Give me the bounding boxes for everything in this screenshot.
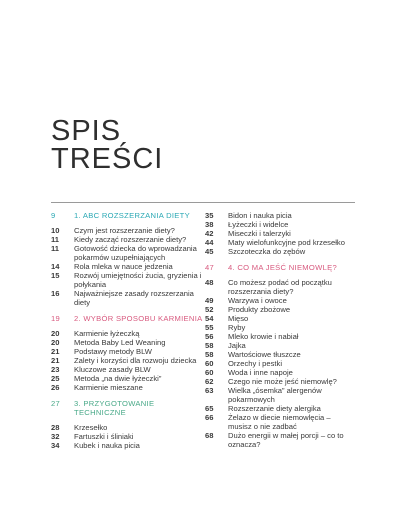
toc-entry[interactable] — [51, 262, 204, 271]
entry-page-number: 14 — [51, 262, 60, 271]
entry-page-number: 38 — [205, 220, 214, 229]
entry-page-number: 63 — [205, 386, 214, 395]
entry-page-number: 32 — [51, 432, 60, 441]
entry-title: Dużo energii w małej porcji – co to oznacza? — [228, 431, 344, 449]
toc-entry[interactable] — [51, 347, 204, 356]
toc-entry[interactable] — [51, 226, 204, 235]
entry-title: Rola mleka w nauce jedzenia — [74, 262, 173, 271]
entry-page-number: 44 — [205, 238, 214, 247]
toc-entry[interactable] — [205, 341, 354, 350]
toc-section — [51, 399, 204, 450]
entry-title: Kluczowe zasady BLW — [74, 365, 151, 374]
entry-title: Rozwój umiejętności żucia, gryzienia i połykania — [74, 271, 202, 289]
entry-title: Warzywa i owoce — [228, 296, 287, 305]
entry-page-number: 58 — [205, 350, 214, 359]
toc-entry[interactable] — [205, 323, 354, 332]
toc-entry[interactable] — [205, 238, 354, 247]
entry-title: Podstawy metody BLW — [74, 347, 152, 356]
toc-entry[interactable] — [51, 365, 204, 374]
title-line-1: SPIS — [51, 115, 122, 147]
entry-title: Co możesz podać od początku rozszerzania diety? — [228, 278, 332, 296]
entry-page-number: 21 — [51, 347, 60, 356]
toc-left-column — [51, 211, 204, 450]
entry-page-number: 11 — [51, 244, 60, 253]
entry-title: Szczoteczka do zębów — [228, 247, 306, 256]
entry-title: Żelazo w diecie niemowlęcia – musisz o nie zadbać — [228, 413, 331, 431]
entry-title: Zalety i korzyści dla rozwoju dziecka — [74, 356, 197, 365]
entry-title: Najważniejsze zasady rozszerzania diety — [74, 289, 194, 307]
section-page-number: 47 — [205, 263, 215, 272]
entry-title: Fartuszki i śliniaki — [74, 432, 134, 441]
toc-entry[interactable] — [205, 229, 354, 238]
entry-title: Rozszerzanie diety alergika — [228, 404, 321, 413]
entry-title: Czym jest rozszerzanie diety? — [74, 226, 175, 235]
toc-entry[interactable] — [205, 368, 354, 377]
entry-page-number: 34 — [51, 441, 60, 450]
entry-page-number: 16 — [51, 289, 60, 298]
section-page-number: 19 — [51, 314, 61, 323]
entry-page-number: 28 — [51, 423, 60, 432]
entry-title: Krzesełko — [74, 423, 108, 432]
section-heading[interactable] — [205, 263, 354, 272]
entry-page-number: 52 — [205, 305, 214, 314]
toc-entry[interactable] — [205, 278, 354, 296]
toc-section — [205, 263, 354, 449]
entry-title: Miseczki i talerzyki — [228, 229, 291, 238]
entry-title: Łyżeczki i widelce — [228, 220, 289, 229]
entry-title: Karmienie łyżeczką — [74, 329, 140, 338]
page-title — [51, 117, 163, 173]
entry-title: Karmienie mieszane — [74, 383, 143, 392]
toc-entry[interactable] — [205, 247, 354, 256]
entry-page-number: 56 — [205, 332, 214, 341]
entry-page-number: 60 — [205, 368, 214, 377]
entry-title: Czego nie może jeść niemowlę? — [228, 377, 337, 386]
title-line-2: TREŚCI — [51, 143, 164, 175]
toc-entry[interactable] — [51, 374, 204, 383]
entry-page-number: 62 — [205, 377, 214, 386]
toc-right-column — [205, 211, 354, 449]
entry-page-number: 45 — [205, 247, 214, 256]
toc-entry[interactable] — [205, 296, 354, 305]
entry-page-number: 60 — [205, 359, 214, 368]
section-page-number: 9 — [51, 211, 56, 220]
section-heading[interactable] — [51, 211, 204, 220]
entry-title: Produkty zbożowe — [228, 305, 291, 314]
toc-entry[interactable] — [51, 244, 204, 262]
entry-title: Gotowość dziecka do wprowadzania pokarmów uzupełniających — [74, 244, 197, 262]
toc-entry[interactable] — [51, 423, 204, 432]
toc-entry[interactable] — [205, 413, 354, 431]
section-heading[interactable] — [51, 314, 204, 323]
toc-entry[interactable] — [51, 383, 204, 392]
toc-entry[interactable] — [51, 432, 204, 441]
toc-section — [51, 314, 204, 392]
entry-title: Jajka — [228, 341, 246, 350]
toc-entry[interactable] — [51, 235, 204, 244]
entry-title: Mleko krowie i nabiał — [228, 332, 299, 341]
entry-title: Kubek i nauka picia — [74, 441, 140, 450]
entry-page-number: 10 — [51, 226, 60, 235]
entry-page-number: 54 — [205, 314, 214, 323]
entry-page-number: 49 — [205, 296, 214, 305]
entry-title: Woda i inne napoje — [228, 368, 293, 377]
section-heading[interactable] — [51, 399, 204, 417]
toc-entry[interactable] — [51, 338, 204, 347]
entry-page-number: 21 — [51, 356, 60, 365]
toc-entry[interactable] — [205, 211, 354, 220]
entry-title: Wielka „ósemka” alergenów pokarmowych — [228, 386, 322, 404]
entry-page-number: 66 — [205, 413, 214, 422]
entry-title: Maty wielofunkcyjne pod krzesełko — [228, 238, 345, 247]
toc-entry[interactable] — [51, 329, 204, 338]
entry-page-number: 25 — [51, 374, 60, 383]
entry-page-number: 20 — [51, 329, 60, 338]
entry-page-number: 48 — [205, 278, 214, 287]
section-title: 4. CO MA JEŚĆ NIEMOWLĘ? — [228, 263, 338, 272]
toc-entry[interactable] — [51, 441, 204, 450]
toc-entry[interactable] — [205, 305, 354, 314]
section-title: 3. PRZYGOTOWANIE TECHNICZNE — [74, 399, 155, 417]
toc-section — [51, 211, 204, 307]
toc-entry[interactable] — [205, 377, 354, 386]
title-divider — [51, 202, 355, 203]
entry-title: Orzechy i pestki — [228, 359, 283, 368]
toc-entry[interactable] — [205, 332, 354, 341]
toc-entry[interactable] — [51, 289, 204, 307]
section-title: 1. ABC ROZSZERZANIA DIETY — [74, 211, 190, 220]
entry-page-number: 55 — [205, 323, 214, 332]
entry-page-number: 68 — [205, 431, 214, 440]
toc-entry[interactable] — [51, 271, 204, 289]
entry-title: Ryby — [228, 323, 246, 332]
toc-entry[interactable] — [51, 356, 204, 365]
entry-page-number: 26 — [51, 383, 60, 392]
entry-page-number: 42 — [205, 229, 214, 238]
entry-title: Mięso — [228, 314, 249, 323]
entry-title: Kiedy zacząć rozszerzanie diety? — [74, 235, 187, 244]
entry-title: Metoda „na dwie łyżeczki” — [74, 374, 162, 383]
entry-title: Bidon i nauka picia — [228, 211, 292, 220]
entry-page-number: 35 — [205, 211, 214, 220]
toc-entry[interactable] — [205, 359, 354, 368]
toc-entry[interactable] — [205, 350, 354, 359]
toc-entry[interactable] — [205, 404, 354, 413]
toc-entry[interactable] — [205, 431, 354, 449]
entry-page-number: 23 — [51, 365, 60, 374]
toc-entry[interactable] — [205, 386, 354, 404]
entry-page-number: 20 — [51, 338, 60, 347]
entry-title: Metoda Baby Led Weaning — [74, 338, 166, 347]
entry-page-number: 11 — [51, 235, 60, 244]
entry-page-number: 58 — [205, 341, 214, 350]
section-page-number: 27 — [51, 399, 61, 408]
entry-page-number: 15 — [51, 271, 60, 280]
toc-entry[interactable] — [205, 220, 354, 229]
entry-page-number: 65 — [205, 404, 214, 413]
toc-entry[interactable] — [205, 314, 354, 323]
entry-title: Wartościowe tłuszcze — [228, 350, 301, 359]
section-title: 2. WYBÓR SPOSOBU KARMIENIA — [74, 314, 203, 323]
